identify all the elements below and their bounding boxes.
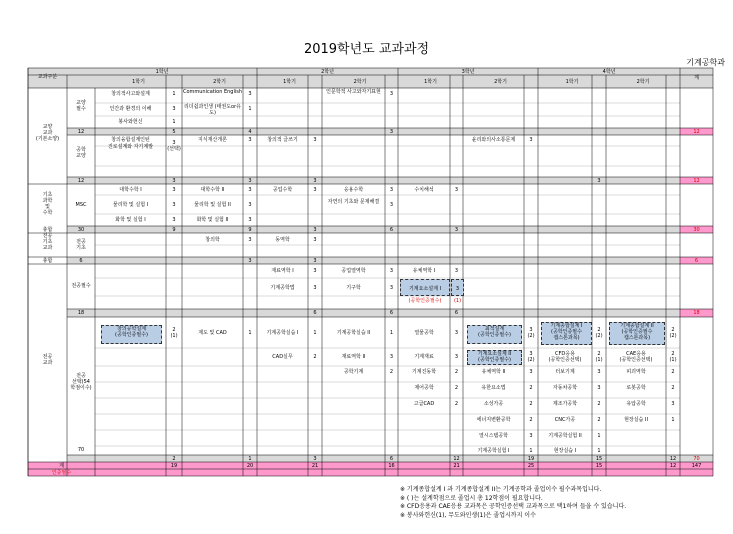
footnote: ※ CFD응용과 CAE응용 교과목은 공학인증선택 교과목으로 택1하여 들을 수 있습니다. bbox=[400, 503, 627, 510]
credit: 3 bbox=[389, 268, 394, 274]
course: 인간과 환경의 이해 bbox=[109, 106, 152, 112]
credit: 1 bbox=[172, 119, 176, 125]
credit: 2 bbox=[529, 385, 533, 391]
subtotal: 3 bbox=[313, 178, 317, 184]
course: 기구학 bbox=[346, 285, 361, 291]
certification-row bbox=[28, 469, 713, 476]
credit: 2 (1) bbox=[669, 351, 677, 363]
subtotal: 3 bbox=[313, 258, 317, 264]
credit: 3 bbox=[529, 137, 533, 143]
subtotal: 3 bbox=[172, 178, 176, 184]
course: CAE응용 (공학인증선택) bbox=[619, 351, 653, 363]
credit: 3 bbox=[529, 369, 533, 375]
section-major-required: 전공필수 bbox=[71, 283, 91, 289]
credit: 1 bbox=[671, 417, 675, 423]
credit: 2 bbox=[671, 369, 675, 375]
credit: 3 bbox=[389, 91, 394, 97]
section-liberal: 교양 교과 (기본소양) bbox=[35, 124, 60, 142]
course: 인문학적 사고와자기표현 bbox=[326, 89, 381, 95]
subtotal-sum: 18 bbox=[77, 310, 85, 316]
course: 터보기계 bbox=[555, 369, 575, 375]
course: 기계공학실습 II bbox=[336, 330, 371, 336]
credit: 3 bbox=[172, 202, 176, 208]
subtotal: 3 bbox=[248, 258, 252, 264]
subtotal: 9 bbox=[172, 227, 176, 233]
course: 물리학 및 실험 II bbox=[194, 202, 231, 208]
subtotal-total: 6 bbox=[694, 258, 699, 264]
course: 동역학 bbox=[275, 237, 290, 243]
credit: 2 bbox=[454, 401, 459, 407]
subtotal: 12 bbox=[453, 456, 460, 462]
course: 윤리와의사소통문제 bbox=[471, 137, 516, 143]
credit-note: (1) bbox=[453, 298, 462, 304]
course: 자연의 기초와 문제해결 bbox=[327, 199, 380, 205]
credit: 3 bbox=[248, 237, 252, 243]
credit: 2 bbox=[597, 417, 601, 423]
credit: 3 (2) bbox=[527, 327, 535, 339]
credit: 3 bbox=[248, 202, 252, 208]
subtotal: 6 bbox=[389, 310, 394, 316]
grand-total-term: 16 bbox=[388, 463, 395, 469]
course: 소성가공 bbox=[483, 401, 504, 407]
subtotal: 3 bbox=[597, 178, 601, 184]
credit: 3 bbox=[313, 237, 317, 243]
credit: 3 bbox=[248, 91, 252, 97]
credit: 1 bbox=[529, 448, 533, 454]
subtotal: 15 bbox=[595, 456, 603, 462]
section-engineering-liberal: 공학 교양 bbox=[76, 147, 86, 159]
header-term: 1학기 bbox=[283, 79, 296, 85]
course: 화학 및 실험 II bbox=[196, 217, 229, 223]
course: 고급CAD bbox=[413, 401, 435, 407]
credit: 2 bbox=[389, 369, 394, 375]
course: 기계공학법 bbox=[270, 285, 295, 291]
page-title: 2019학년도 교과과정 bbox=[303, 42, 430, 57]
header-year-1: 1학년 bbox=[155, 69, 169, 75]
highlight-cell: 창의공학설계 (공학인증필수) bbox=[101, 325, 162, 344]
course: 대학수학 II bbox=[200, 187, 225, 193]
credit: 3 bbox=[248, 187, 252, 193]
course: 기계공학실험 II bbox=[548, 433, 582, 439]
course: 봉사와헌신 bbox=[118, 119, 143, 125]
credit: 3 bbox=[389, 354, 394, 360]
grand-total-term: 21 bbox=[311, 463, 319, 469]
subtotal-sum: 70 bbox=[77, 447, 85, 453]
credit: 2 bbox=[313, 354, 317, 360]
subtotal: 3 bbox=[454, 227, 459, 233]
highlight-cell bbox=[451, 279, 464, 304]
subtotal: 6 bbox=[313, 310, 317, 316]
header-term: 1학기 bbox=[565, 79, 579, 85]
section-major-basic: 전공 기초 bbox=[76, 239, 86, 251]
course: Communication English bbox=[182, 89, 243, 95]
course: 대학수학 I bbox=[119, 187, 142, 193]
credit: 3 bbox=[248, 137, 252, 143]
grand-total-term: 15 bbox=[595, 463, 603, 469]
credit: 2 (2) bbox=[595, 327, 603, 339]
credit: 3 bbox=[454, 187, 459, 193]
credit: 3 bbox=[454, 268, 459, 274]
course: 피괴역학 bbox=[626, 369, 646, 375]
grand-total-term: 21 bbox=[453, 463, 460, 469]
course: 현장실습 I bbox=[553, 448, 577, 454]
highlight-cell: 기계요소설계 II (공학인증필수) bbox=[467, 350, 522, 365]
subtotal-sum: 6 bbox=[79, 258, 83, 264]
credit: 2 bbox=[454, 369, 459, 375]
course: 응용수학 bbox=[343, 187, 364, 193]
course: 열물공학 bbox=[414, 330, 434, 336]
subtotal-total: 12 bbox=[693, 129, 700, 135]
credit: 3 bbox=[172, 106, 176, 112]
credit: 1 bbox=[172, 91, 176, 97]
footnote: ※ 기계종합설계 I 과 기계종합설계 II는 기계공학과 졸업이수 필수과목입니다. bbox=[400, 486, 602, 493]
section-major-basic-group: 전공 기초 교과 bbox=[42, 233, 53, 251]
course: 창의학 bbox=[205, 237, 220, 243]
course: 유체역학 II bbox=[481, 369, 506, 375]
subtotal: 3 bbox=[389, 129, 394, 135]
credit: 3 bbox=[671, 401, 675, 407]
credit: 3 bbox=[172, 187, 176, 193]
credit: 3 bbox=[597, 385, 601, 391]
credit: 3 bbox=[454, 354, 459, 360]
course: 유한요소법 bbox=[481, 385, 506, 391]
header-term: 1학기 bbox=[132, 79, 145, 85]
course-note: (공학인증필수) bbox=[408, 298, 442, 304]
credit: 2 bbox=[671, 385, 675, 391]
course: 물리학 및 실험 I bbox=[112, 202, 149, 208]
course: 진로설계와 자기계발 bbox=[107, 144, 154, 150]
course: 창의적사고와설계 bbox=[111, 91, 150, 97]
course: 기계요소설계 I bbox=[408, 286, 442, 292]
credit: 1 bbox=[248, 330, 252, 336]
credit: 3 bbox=[389, 187, 394, 193]
course: 리더쉽과인생 (태권도or유도) bbox=[184, 104, 241, 116]
credit: 3 bbox=[313, 187, 317, 193]
section-major-elective: 전공 선택(54 학점이수) bbox=[70, 373, 92, 391]
course: 기계진동학 bbox=[411, 369, 437, 375]
section-msc: MSC bbox=[75, 202, 87, 208]
section-liberal-required: 교양 필수 bbox=[76, 100, 86, 112]
course: 창의융합설계인턴 bbox=[111, 137, 150, 143]
course: 자동차공학 bbox=[552, 385, 578, 391]
course: CAD실무 bbox=[272, 354, 293, 360]
highlight-cell: 기계종합설계 I (공학인증필수 캡스톤과목) bbox=[541, 322, 592, 345]
grand-total-row bbox=[28, 462, 713, 469]
credit: 3 bbox=[597, 369, 601, 375]
course: 기계공학실습 I bbox=[266, 330, 299, 336]
course: 공학기계 bbox=[343, 369, 364, 375]
grand-total-term: 20 bbox=[246, 463, 254, 469]
header-term: 2학기 bbox=[213, 79, 226, 85]
header-term: 2학기 bbox=[353, 79, 367, 85]
credit: 1 bbox=[248, 106, 252, 112]
course: 재료역학 II bbox=[341, 354, 366, 360]
credit: 3 bbox=[529, 433, 533, 439]
subtotal: 2 bbox=[172, 456, 176, 462]
credit: 3 bbox=[313, 268, 317, 274]
course: 수치해석 bbox=[414, 187, 434, 193]
course: CNC가공 bbox=[554, 417, 576, 423]
certification-label: 인증필수 bbox=[51, 470, 72, 476]
credit: 2 (2) bbox=[669, 327, 677, 339]
subtotal-row-major-basic bbox=[67, 257, 713, 264]
footnotes bbox=[400, 486, 626, 520]
department-label: 기계공학과 bbox=[686, 58, 725, 67]
credit: 3 bbox=[455, 286, 460, 292]
grand-total-term: 19 bbox=[170, 463, 178, 469]
credit: 1 bbox=[313, 330, 317, 336]
subtotal: 19 bbox=[527, 456, 535, 462]
header-total: 계 bbox=[694, 75, 699, 81]
course: CFD응용 (공학인증선택) bbox=[548, 351, 582, 363]
credit: 3 bbox=[389, 285, 394, 291]
subtotal: 4 bbox=[248, 129, 252, 135]
subtotal-total: 18 bbox=[693, 310, 700, 316]
subtotal: 6 bbox=[389, 227, 394, 233]
footnote: ※ ( )는 설계학점으로 졸업시 총 12학점이 필요합니다. bbox=[400, 494, 543, 502]
credit: 2 bbox=[597, 401, 601, 407]
grand-total-label: 계 bbox=[59, 463, 64, 469]
subtotal: 12 bbox=[669, 456, 677, 462]
course: 로봇공학 bbox=[626, 385, 646, 391]
subtotal-sum: 30 bbox=[77, 227, 85, 233]
subtotal: 3 bbox=[313, 456, 317, 462]
course: 지식재산개론 bbox=[198, 137, 227, 143]
credit: 2 bbox=[529, 401, 533, 407]
credit: 3 bbox=[248, 217, 252, 223]
subtotal-total: 12 bbox=[693, 178, 700, 184]
course: 기계공학실험 I bbox=[477, 448, 510, 454]
highlight-cell: 기계종합설계 II (공학인증필수 캡스톤과목) bbox=[609, 322, 665, 345]
course: 제어공학 bbox=[414, 385, 434, 391]
subtotal-total: 30 bbox=[693, 227, 700, 233]
header-term: 2학기 bbox=[636, 79, 650, 85]
highlight-cell: 최적설계 (공학인증필수) bbox=[467, 325, 522, 344]
header-term: 1학기 bbox=[424, 79, 437, 85]
course: 유체역학 I bbox=[412, 268, 436, 274]
subtotal-total: 70 bbox=[693, 456, 700, 462]
credit: 1 bbox=[597, 433, 601, 439]
header-category: 교과구분 bbox=[37, 74, 58, 80]
course: 제조가공학 bbox=[552, 401, 578, 407]
grand-total-term: 12 bbox=[669, 463, 677, 469]
credit: 2 bbox=[454, 385, 459, 391]
footnote: ※ 봉사와헌신(1), 무도와인생(1)은 졸업시까지 이수 bbox=[400, 511, 536, 519]
credit: 3 bbox=[313, 285, 317, 291]
credit: 3 bbox=[313, 137, 317, 143]
subtotal: 6 bbox=[454, 310, 459, 316]
credit: 3 (선택) bbox=[167, 140, 181, 152]
subtotal: 1 bbox=[248, 456, 252, 462]
header-year-3: 3학년 bbox=[461, 69, 475, 75]
credit: 3 bbox=[172, 217, 176, 223]
credit: 2 (1) bbox=[170, 327, 178, 339]
header-term: 2학기 bbox=[494, 79, 507, 85]
section-total-label: 총합 bbox=[42, 227, 53, 233]
course: 제도 및 CAD bbox=[198, 330, 227, 336]
course: 유압공학 bbox=[626, 401, 646, 407]
subtotal-sum: 12 bbox=[77, 178, 85, 184]
course: 공업수학 bbox=[272, 187, 293, 193]
credit: 1 bbox=[389, 330, 394, 336]
credit: 1 bbox=[597, 448, 601, 454]
subtotal-row-engineering bbox=[67, 177, 713, 184]
subtotal: 6 bbox=[389, 456, 394, 462]
section-basic-science: 기초 과학 및 수학 bbox=[42, 192, 53, 216]
section-major-group: 전공 교과 bbox=[42, 354, 53, 366]
subtotal: 5 bbox=[172, 129, 176, 135]
course: 화학 및 실험 I bbox=[115, 217, 146, 223]
subtotal: 3 bbox=[248, 178, 252, 184]
credit: 2 (1) bbox=[595, 351, 603, 363]
credit: 2 bbox=[529, 417, 533, 423]
section-total-label: 총합 bbox=[42, 258, 53, 264]
highlight-cell bbox=[400, 279, 450, 304]
credit: 3 (2) bbox=[527, 351, 535, 363]
course: 재료역학 I bbox=[271, 268, 294, 274]
course: 열시스템공학 bbox=[479, 433, 508, 439]
grand-total-value: 147 bbox=[691, 463, 702, 469]
subtotal: 9 bbox=[248, 227, 252, 233]
course: 현장실습 II bbox=[624, 417, 648, 423]
subtotal: 3 bbox=[313, 227, 317, 233]
credit: 3 bbox=[454, 330, 459, 336]
header-year-4: 4학년 bbox=[602, 69, 616, 75]
credit: 3 bbox=[389, 202, 394, 208]
header-year-2: 2학년 bbox=[321, 69, 334, 75]
course: 에너지변환공학 bbox=[476, 417, 511, 423]
course: 공업열역학 bbox=[341, 268, 366, 274]
grand-total-term: 25 bbox=[527, 463, 535, 469]
course: 창의적 글쓰기 bbox=[267, 137, 298, 143]
subtotal-sum: 12 bbox=[77, 129, 85, 135]
course: 기계재료 bbox=[414, 354, 434, 360]
